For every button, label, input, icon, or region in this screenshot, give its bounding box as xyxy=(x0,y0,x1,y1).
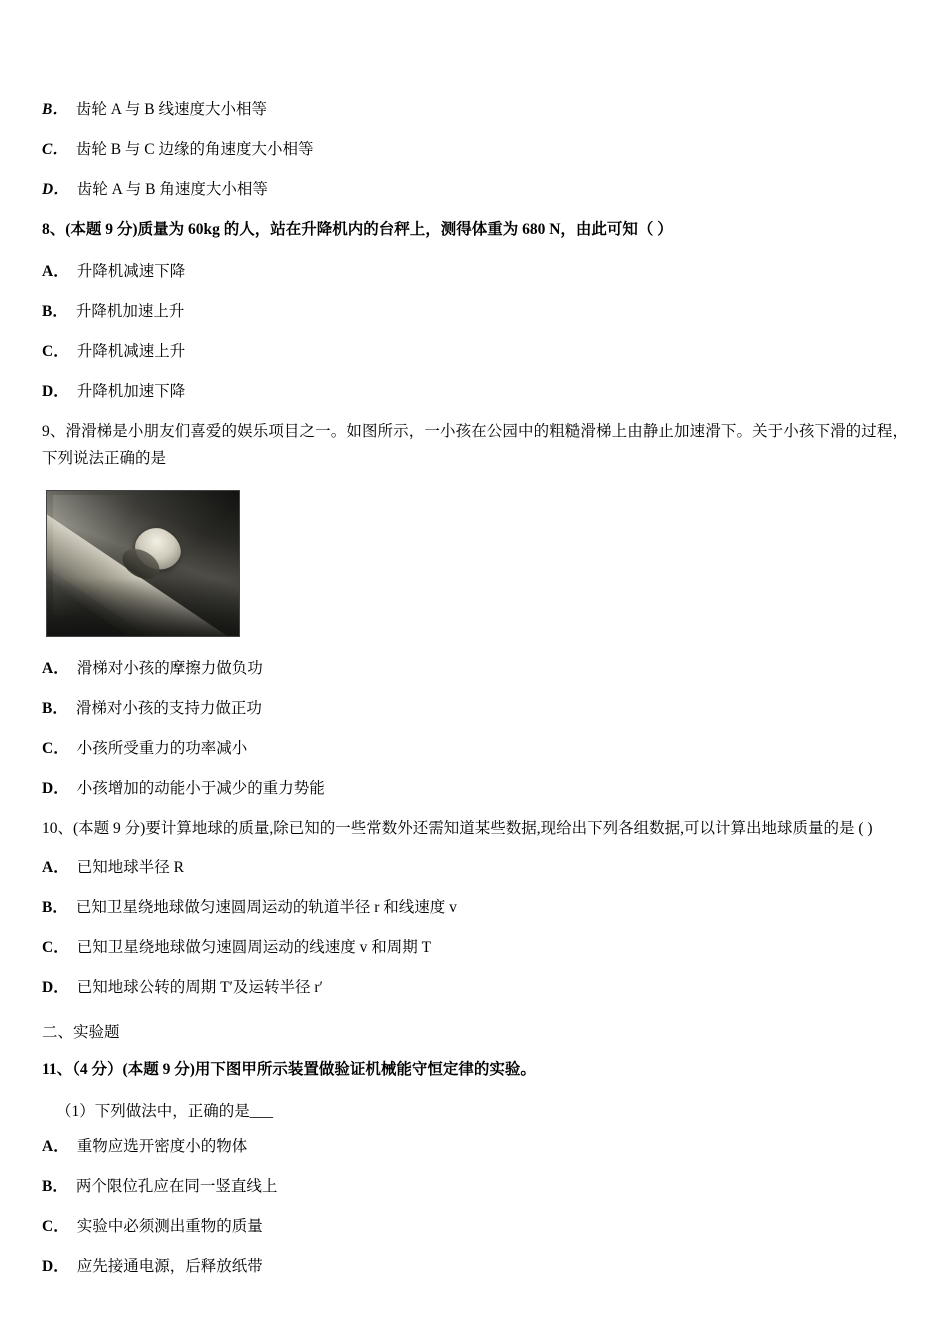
option-text: 滑梯对小孩的摩擦力做负功 xyxy=(76,660,263,678)
option-9c xyxy=(42,727,908,767)
option-8c xyxy=(42,330,908,370)
question-11 xyxy=(42,1048,908,1090)
option-label: A． xyxy=(42,263,69,281)
slide-photo xyxy=(46,490,240,637)
option-label: A． xyxy=(42,859,69,877)
question-number: 11、 xyxy=(42,1061,73,1079)
option-label: B． xyxy=(42,700,68,718)
option-text: 升降机加速下降 xyxy=(76,383,186,401)
question-9: 9、滑滑梯是小朋友们喜爱的娱乐项目之一。如图所示，一小孩在公园中的粗糙滑梯上由静止加速滑下。关于小孩下滑的过程，下列说法正确的是 xyxy=(42,423,908,468)
option-11d xyxy=(42,1245,908,1285)
option-text: 已知卫星绕地球做匀速圆周运动的轨道半径 r 和线速度 v xyxy=(75,899,457,917)
option-text: 小孩增加的动能小于减少的重力势能 xyxy=(76,780,325,798)
option-9d xyxy=(42,767,908,807)
subquestion-11-1: （1）下列做法中，正确的是___ xyxy=(56,1103,274,1121)
option-11a xyxy=(42,1125,908,1165)
option-label: B． xyxy=(42,101,68,118)
document-content xyxy=(42,88,908,1285)
option-9a xyxy=(42,647,908,687)
section-heading-experiment: 二、实验题 xyxy=(42,1024,120,1042)
option-10c xyxy=(42,926,908,966)
option-label: D． xyxy=(42,181,69,198)
option-label: B． xyxy=(42,303,68,321)
option-text: 滑梯对小孩的支持力做正功 xyxy=(75,700,262,718)
option-10a xyxy=(42,846,908,886)
option-label: D． xyxy=(42,780,69,798)
option-10d xyxy=(42,966,908,1006)
question-number: 8、 xyxy=(42,221,66,238)
option-label: A． xyxy=(42,1138,69,1156)
option-label: C． xyxy=(42,740,69,758)
photo-vignette xyxy=(47,578,239,636)
option-text: 升降机减速上升 xyxy=(76,343,186,361)
option-label: B． xyxy=(42,1178,68,1196)
option-7c xyxy=(42,128,908,168)
option-text: 已知地球半径 R xyxy=(76,859,184,877)
option-label: C． xyxy=(42,1218,69,1236)
option-text: 齿轮 A 与 B 线速度大小相等 xyxy=(75,101,268,118)
figure-container xyxy=(42,476,908,647)
option-text: 两个限位孔应在同一竖直线上 xyxy=(75,1178,278,1196)
option-label: D． xyxy=(42,383,69,401)
option-label: D． xyxy=(42,979,69,997)
option-9b xyxy=(42,687,908,727)
option-text: 应先接通电源，后释放纸带 xyxy=(76,1258,263,1276)
option-10b xyxy=(42,886,908,926)
option-text: 重物应选开密度小的物体 xyxy=(76,1138,248,1156)
option-label: C． xyxy=(42,141,68,158)
option-text: 小孩所受重力的功率减小 xyxy=(76,740,248,758)
option-label: B． xyxy=(42,899,68,917)
option-8b xyxy=(42,290,908,330)
option-7b xyxy=(42,88,908,128)
option-text: 已知卫星绕地球做匀速圆周运动的线速度 v 和周期 T xyxy=(76,939,432,957)
option-text: 升降机加速上升 xyxy=(75,303,185,321)
option-7d xyxy=(42,168,908,208)
option-text: 齿轮 B 与 C 边缘的角速度大小相等 xyxy=(75,141,314,158)
option-label: C． xyxy=(42,939,69,957)
option-text: 已知地球公转的周期 T′及运转半径 r′ xyxy=(76,979,323,997)
option-label: D． xyxy=(42,1258,69,1276)
option-label: A． xyxy=(42,660,69,678)
option-text: 齿轮 A 与 B 角速度大小相等 xyxy=(76,181,268,198)
question-10: 10、(本题 9 分)要计算地球的质量,除已知的一些常数外还需知道某些数据,现给出下列各组数据,可以计算出地球质量的是 ( ) xyxy=(42,820,873,838)
option-label: C． xyxy=(42,343,69,361)
option-8d xyxy=(42,370,908,410)
option-text: 升降机减速下降 xyxy=(76,263,186,281)
question-stem: (本题 9 分)质量为 60kg 的人，站在升降机内的台秤上，测得体重为 680 N，由此可知（ ） xyxy=(65,221,673,238)
question-stem: （4 分）(本题 9 分)用下图甲所示装置做验证机械能守恒定律的实验。 xyxy=(72,1061,536,1079)
option-11b xyxy=(42,1165,908,1205)
option-text: 实验中必须测出重物的质量 xyxy=(76,1218,263,1236)
question-8 xyxy=(42,208,908,250)
option-11c xyxy=(42,1205,908,1245)
option-8a xyxy=(42,250,908,290)
